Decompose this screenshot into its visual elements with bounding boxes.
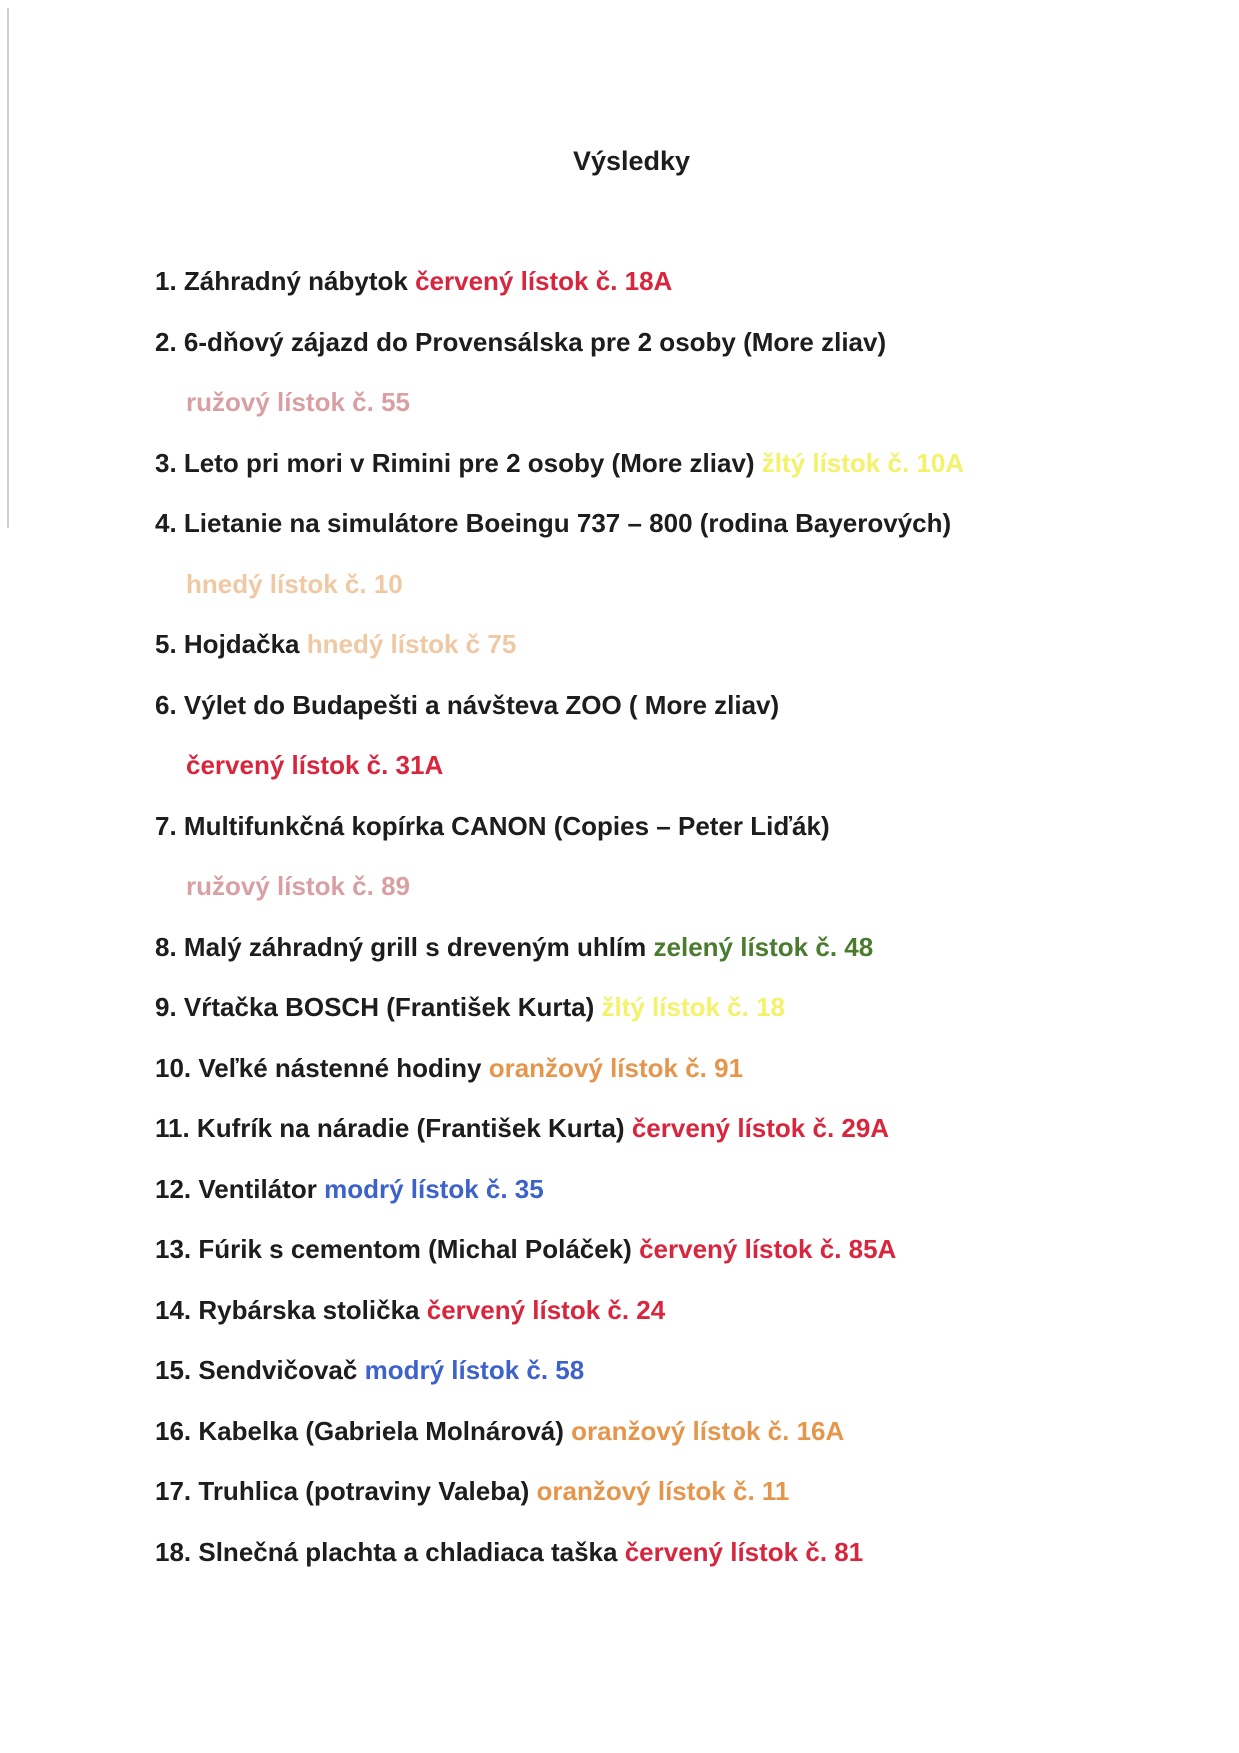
- result-item: [155, 266, 672, 297]
- item-label: 16. Kabelka (Gabriela Molnárová): [155, 1416, 564, 1446]
- ticket-label: zelený lístok č. 48: [653, 932, 874, 962]
- ticket-line: [186, 387, 410, 418]
- result-item: [155, 327, 886, 358]
- ticket-label: oranžový lístok č. 91: [488, 1053, 744, 1083]
- result-item: [155, 992, 785, 1023]
- item-label: 6. Výlet do Budapešti a návšteva ZOO ( More zliav): [155, 690, 780, 720]
- result-item: [155, 448, 964, 479]
- item-label: 9. Vŕtačka BOSCH (František Kurta): [155, 992, 595, 1022]
- item-label: 8. Malý záhradný grill s dreveným uhlím: [155, 932, 647, 962]
- ticket-line: [186, 750, 443, 781]
- item-label: 10. Veľké nástenné hodiny: [155, 1053, 482, 1083]
- item-label: 14. Rybárska stolička: [155, 1295, 420, 1325]
- ticket-line: [186, 569, 403, 600]
- ticket-label: červený lístok č. 18A: [415, 266, 673, 296]
- item-label: 11. Kufrík na náradie (František Kurta): [155, 1113, 625, 1143]
- result-item: [155, 1355, 584, 1386]
- item-label: 17. Truhlica (potraviny Valeba): [155, 1476, 530, 1506]
- ticket-label: červený lístok č. 31A: [186, 750, 444, 780]
- result-item: [155, 1174, 544, 1205]
- ticket-line: [186, 871, 410, 902]
- item-label: 2. 6-dňový zájazd do Provensálska pre 2 osoby (More zliav): [155, 327, 887, 357]
- result-item: [155, 1416, 844, 1447]
- result-item: [155, 1053, 743, 1084]
- scan-edge-line: [7, 8, 9, 528]
- ticket-label: modrý lístok č. 35: [324, 1174, 544, 1204]
- result-item: [155, 932, 873, 963]
- page-title: [0, 146, 1239, 177]
- item-label: 1. Záhradný nábytok: [155, 266, 408, 296]
- item-label: 18. Slnečná plachta a chladiaca taška: [155, 1537, 618, 1567]
- result-item: [155, 690, 779, 721]
- ticket-label: oranžový lístok č. 11: [536, 1476, 790, 1506]
- result-item: [155, 811, 830, 842]
- result-item: [155, 1295, 665, 1326]
- result-item: [155, 1476, 789, 1507]
- ticket-label: žltý lístok č. 18: [601, 992, 786, 1022]
- result-item: [155, 629, 516, 660]
- ticket-label: žltý lístok č. 10A: [761, 448, 965, 478]
- ticket-label: červený lístok č. 29A: [631, 1113, 890, 1143]
- ticket-label: ružový lístok č. 89: [186, 871, 410, 901]
- item-label: 7. Multifunkčná kopírka CANON (Copies – Peter Liďák): [155, 811, 830, 841]
- result-item: [155, 1113, 889, 1144]
- ticket-label: hnedý lístok č 75: [306, 629, 517, 659]
- result-item: [155, 508, 951, 539]
- ticket-label: hnedý lístok č. 10: [186, 569, 403, 599]
- item-label: 5. Hojdačka: [155, 629, 300, 659]
- item-label: 13. Fúrik s cementom (Michal Poláček): [155, 1234, 632, 1264]
- ticket-label: modrý lístok č. 58: [364, 1355, 585, 1385]
- item-label: 15. Sendvičovač: [155, 1355, 358, 1385]
- item-label: 3. Leto pri mori v Rimini pre 2 osoby (More zliav): [155, 448, 755, 478]
- ticket-label: červený lístok č. 85A: [639, 1234, 897, 1264]
- ticket-label: oranžový lístok č. 16A: [571, 1416, 845, 1446]
- ticket-label: ružový lístok č. 55: [186, 387, 410, 417]
- ticket-label: červený lístok č. 81: [624, 1537, 864, 1567]
- result-item: [155, 1234, 896, 1265]
- result-item: [155, 1537, 863, 1568]
- item-label: 4. Lietanie na simulátore Boeingu 737 – 800 (rodina Bayerových): [155, 508, 952, 538]
- ticket-label: červený lístok č. 24: [426, 1295, 666, 1325]
- item-label: 12. Ventilátor: [155, 1174, 317, 1204]
- page-title-text: Výsledky: [572, 146, 691, 176]
